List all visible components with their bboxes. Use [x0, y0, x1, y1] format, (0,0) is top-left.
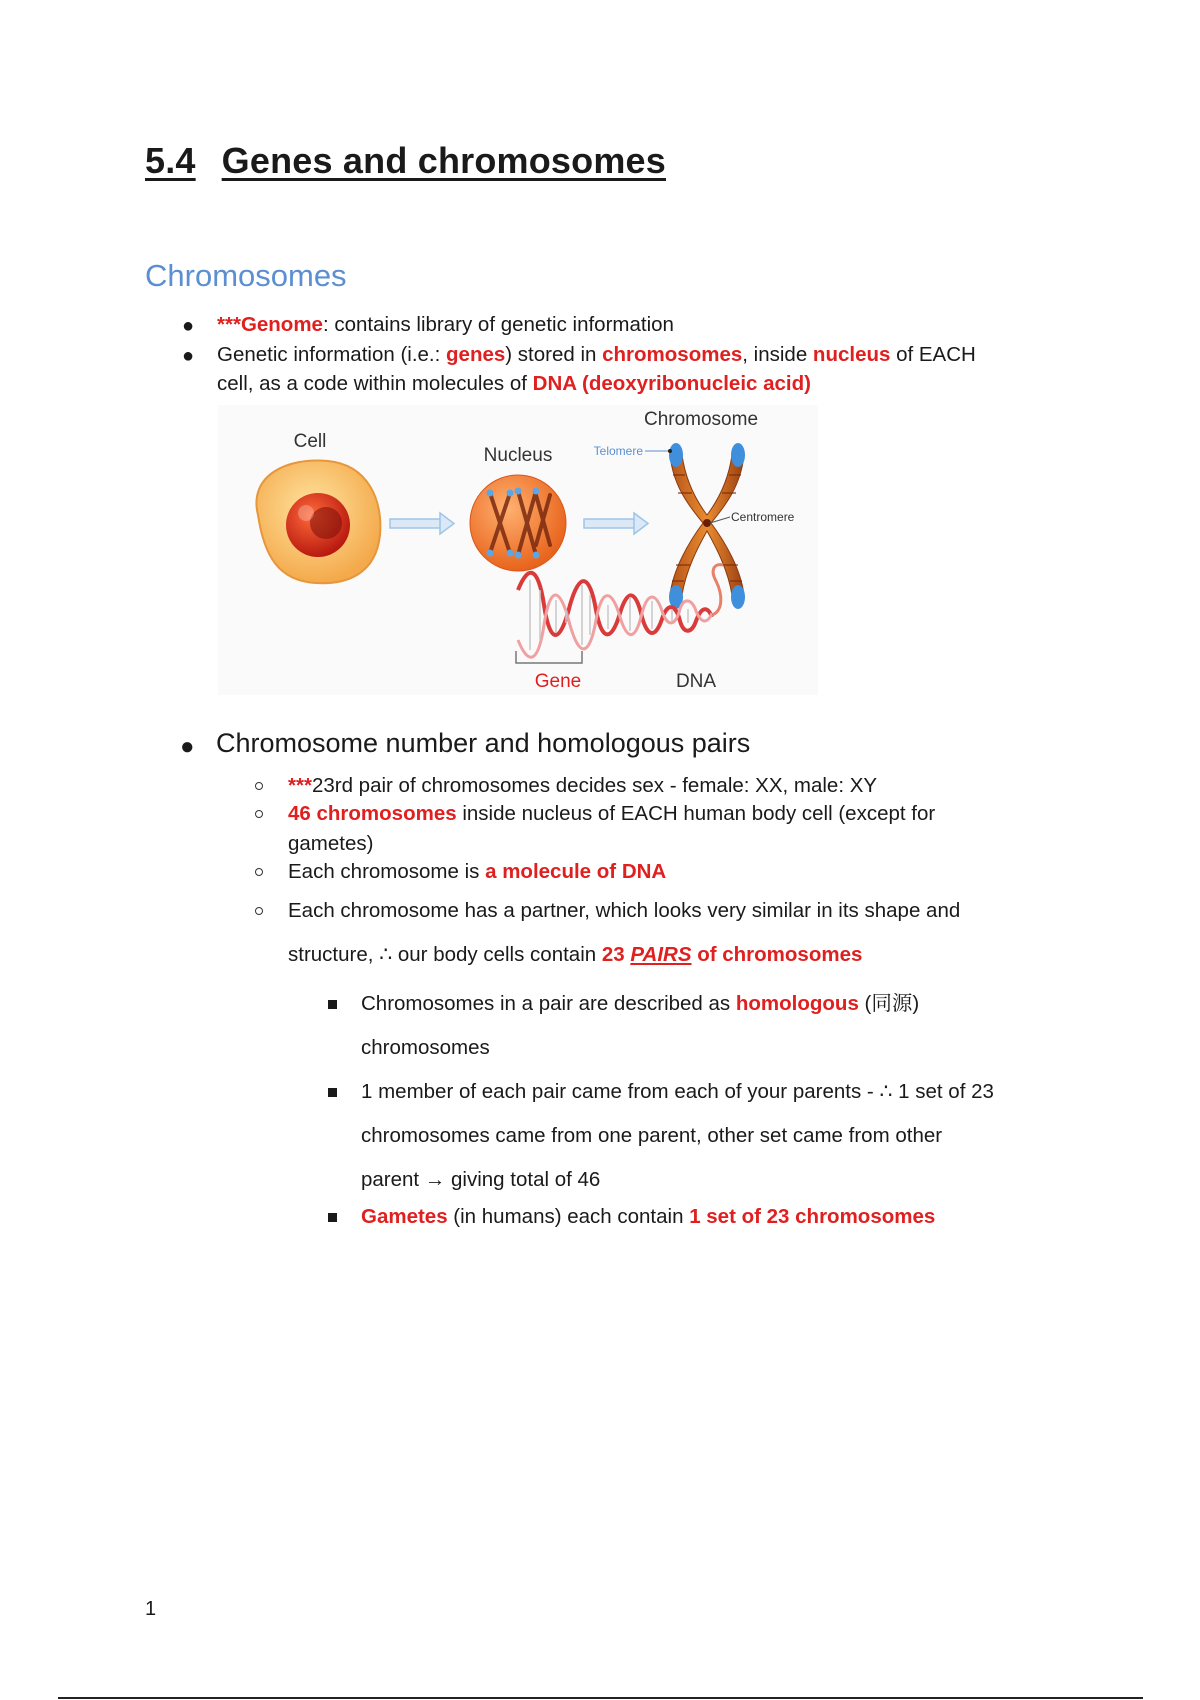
circle-bullet — [255, 782, 263, 790]
item-partner-line2: structure, ∴ our body cells contain 23 PAIRS of chromosomes — [288, 943, 863, 966]
sub-parents: 1 member of each pair came from each of your parents - ∴ 1 set of 23 — [361, 1080, 994, 1103]
bullet-genome: ***Genome: contains library of genetic information — [217, 313, 674, 336]
cell-to-dna-diagram — [218, 405, 818, 695]
item-46-chromosomes: 46 chromosomes inside nucleus of EACH human body cell (except for — [288, 802, 936, 825]
footer-rule — [58, 1697, 1143, 1699]
nucleus-label: Nucleus — [483, 445, 553, 466]
section-heading: Chromosomes — [145, 258, 347, 293]
circle-bullet — [255, 810, 263, 818]
item-46-chromosomes-line2: gametes) — [288, 832, 374, 855]
telomere-label: Telomere — [593, 444, 643, 458]
gene-label: Gene — [534, 671, 582, 692]
item-molecule-of-dna: Each chromosome is a molecule of DNA — [288, 860, 667, 883]
sub-gametes: Gametes (in humans) each contain 1 set of 23 chromosomes — [361, 1205, 936, 1228]
sub-homologous: Chromosomes in a pair are described as homologous (同源) — [361, 992, 920, 1015]
square-bullet — [328, 1000, 337, 1009]
item-23rd-pair: ***23rd pair of chromosomes decides sex - female: XX, male: XY — [288, 774, 878, 797]
chromosome-label: Chromosome — [643, 409, 759, 430]
sub-parents-line2: chromosomes came from one parent, other set came from other — [361, 1124, 943, 1147]
sub-parents-line3: parent → giving total of 46 — [361, 1168, 601, 1191]
circle-bullet — [255, 907, 263, 915]
square-bullet — [328, 1088, 337, 1097]
page-number: 1 — [145, 1598, 157, 1620]
square-bullet — [328, 1213, 337, 1222]
centromere-label: Centromere — [731, 510, 795, 524]
bullet-dot: ● — [180, 733, 195, 760]
sub-homologous-line2: chromosomes — [361, 1036, 490, 1059]
bullet-genetic-info: Genetic information (i.e.: genes) stored in chromosomes, inside nucleus of EACH — [217, 343, 976, 366]
bullet-dot: ● — [182, 345, 195, 367]
section2-heading: Chromosome number and homologous pairs — [216, 728, 751, 758]
dna-label: DNA — [675, 671, 717, 692]
page-title: 5.4 Genes and chromosomes — [145, 140, 666, 181]
item-partner: Each chromosome has a partner, which looks very similar in its shape and — [288, 899, 961, 922]
circle-bullet — [255, 868, 263, 876]
bullet-dot: ● — [182, 315, 195, 337]
cell-label: Cell — [293, 431, 327, 452]
bullet-genetic-info-line2: cell, as a code within molecules of DNA (deoxyribonucleic acid) — [217, 372, 811, 395]
